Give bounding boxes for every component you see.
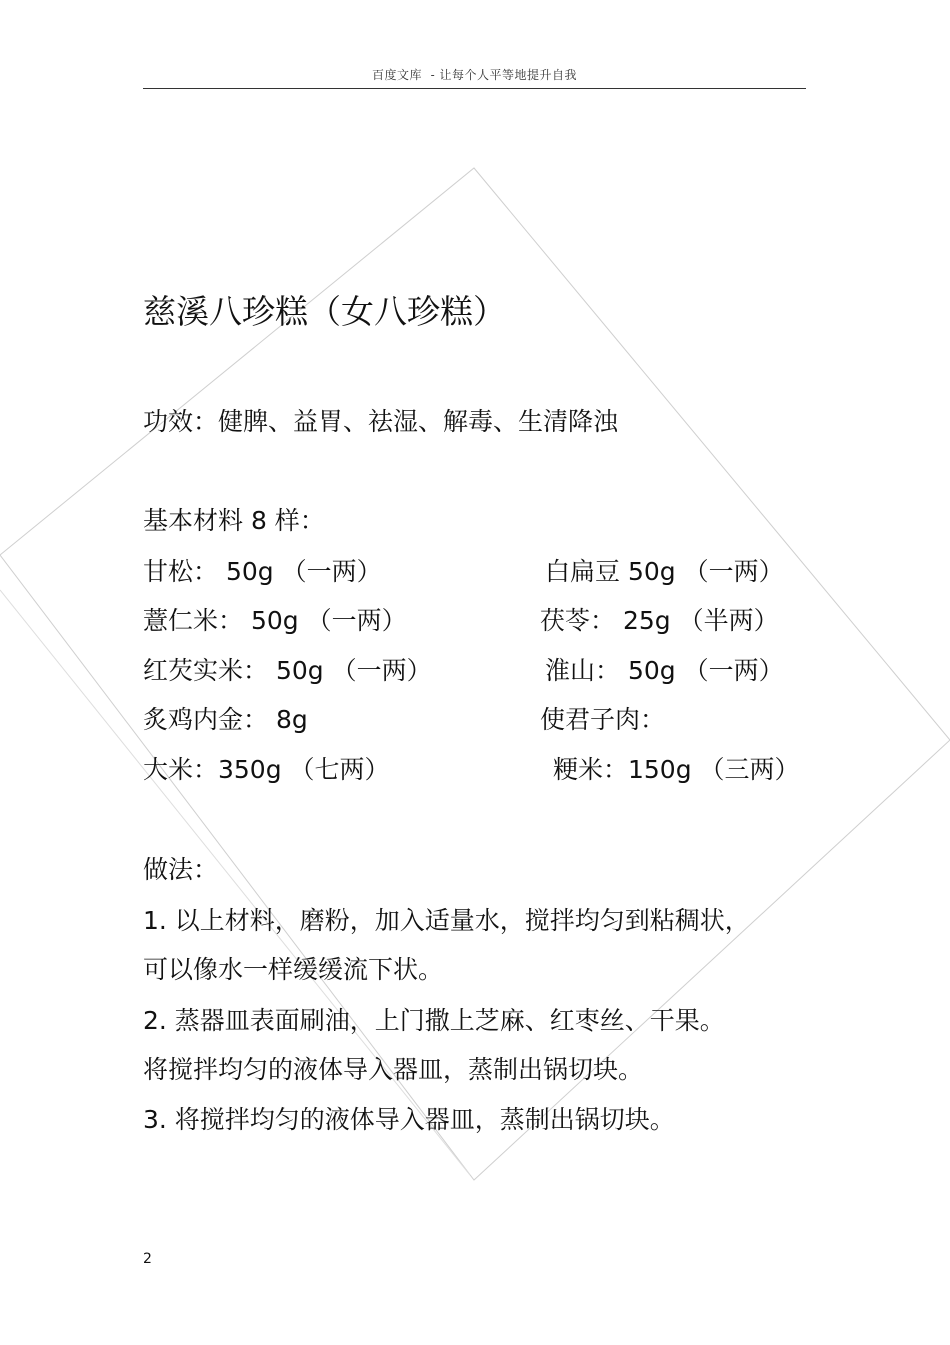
materials-heading: 基本材料 8 样： <box>143 506 325 535</box>
ingredient-right-1: 白扁豆 50g （一两） <box>545 557 784 586</box>
header-text: 百度文库 - 让每个人平等地提升自我 <box>372 68 577 82</box>
page-number: 2 <box>143 1251 152 1267</box>
ingredient-right-3: 淮山： 50g （一两） <box>545 656 784 685</box>
ingredient-right-2: 茯苓： 25g （半两） <box>540 606 779 635</box>
ingredient-left-5: 大米：350g （七两） <box>143 755 390 784</box>
ingredient-left-3: 红芡实米： 50g （一两） <box>143 656 432 685</box>
method-line-1: 1. 以上材料，磨粉，加入适量水，搅拌均匀到粘稠状， <box>143 906 750 935</box>
page-header <box>143 62 806 89</box>
effect-text: 功效：健脾、益胃、祛湿、解毒、生清降浊 <box>143 407 619 436</box>
method-line-5: 3. 将搅拌均匀的液体导入器皿，蒸制出锅切块。 <box>143 1105 675 1134</box>
document-title: 慈溪八珍糕（女八珍糕） <box>143 292 506 331</box>
method-line-4: 将搅拌均匀的液体导入器皿，蒸制出锅切块。 <box>143 1055 644 1084</box>
ingredient-left-2: 薏仁米： 50g （一两） <box>143 606 407 635</box>
method-line-2: 可以像水一样缓缓流下状。 <box>143 955 444 984</box>
method-heading: 做法： <box>143 855 219 884</box>
ingredient-right-4: 使君子肉： <box>540 705 666 734</box>
ingredient-left-1: 甘松： 50g （一两） <box>143 557 382 586</box>
ingredient-right-5: 粳米：150g （三两） <box>553 755 800 784</box>
method-line-3: 2. 蒸器皿表面刷油，上门撒上芝麻、红枣丝、干果。 <box>143 1006 725 1035</box>
ingredient-left-4: 炙鸡内金： 8g <box>143 705 308 734</box>
